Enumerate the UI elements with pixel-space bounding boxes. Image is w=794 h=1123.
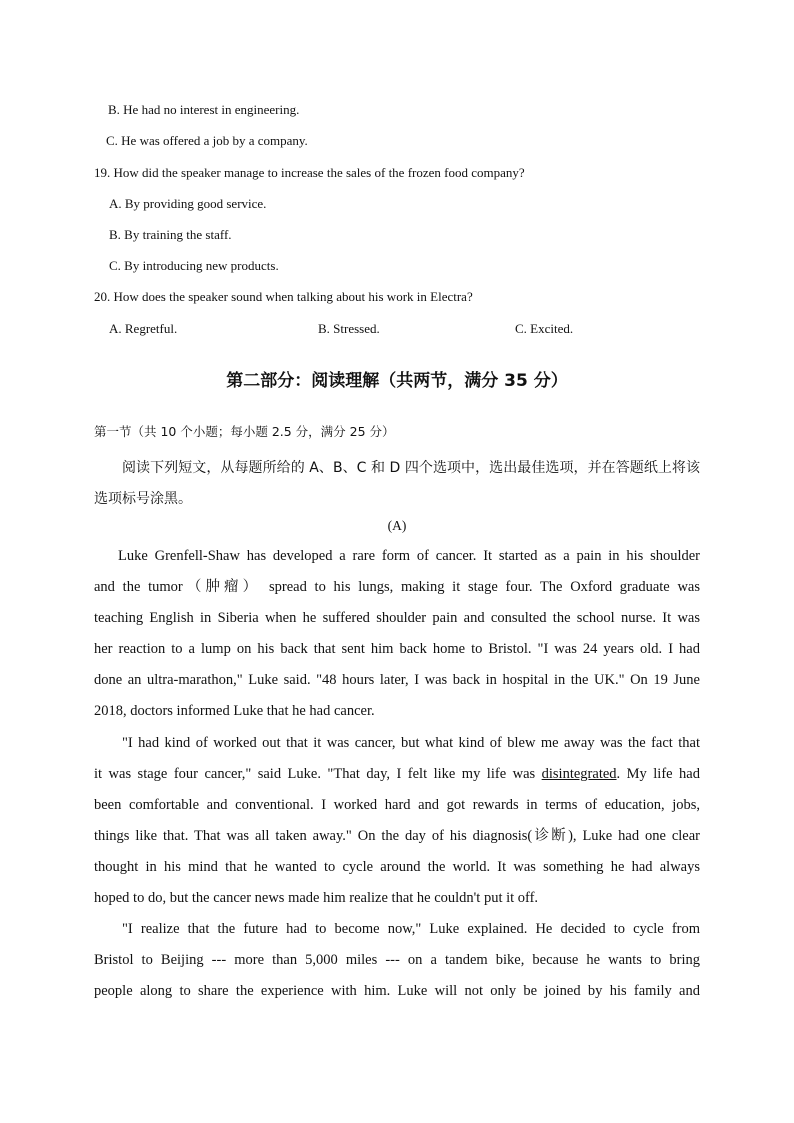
paragraph-1-line: her reaction to a lump on his back that sent him back home to Bristol. "I was 24 years old. I had bbox=[94, 641, 700, 658]
q19-question: 19. How did the speaker manage to increase the sales of the frozen food company? bbox=[94, 165, 525, 180]
reading-part-title: 第二部分：阅读理解（共两节，满分 35 分） bbox=[226, 371, 568, 391]
paragraph-2-line: "I had kind of worked out that it was cancer, but what kind of blew me away was the fact that bbox=[122, 734, 700, 751]
paragraph-3-line: Bristol to Beijing --- more than 5,000 miles --- on a tandem bike, because he wants to bring bbox=[94, 952, 700, 969]
paragraph-1-line: and the tumor（肿瘤） spread to his lungs, making it stage four. The Oxford graduate was bbox=[94, 579, 700, 596]
underlined-word-disintegrated: disintegrated bbox=[541, 765, 617, 782]
q19-option-c: C. By introducing new products. bbox=[109, 258, 279, 273]
q18-option-b: B. He had no interest in engineering. bbox=[108, 102, 300, 117]
reading-section-title: 第一节（共 10 个小题；每小题 2.5 分，满分 25 分） bbox=[94, 424, 395, 439]
q18-option-c: C. He was offered a job by a company. bbox=[106, 133, 308, 148]
q19-option-b: B. By training the staff. bbox=[109, 227, 232, 242]
paragraph-2-line: thought in his mind that he wanted to cycle around the world. It was something he had always bbox=[94, 858, 700, 875]
q20-option-b: B. Stressed. bbox=[318, 321, 380, 336]
paragraph-2 bbox=[94, 728, 700, 915]
paragraph-2-text: . My life had bbox=[616, 765, 700, 782]
q20-question: 20. How does the speaker sound when talking about his work in Electra? bbox=[94, 289, 473, 304]
paragraph-1-line: done an ultra-marathon," Luke said. "48 hours later, I was back in hospital in the UK." On 19 June bbox=[94, 672, 700, 689]
reading-instruction: 阅读下列短文，从每题所给的 A、B、C 和 D 四个选项中，选出最佳选项，并在答题纸上将该选项标号涂黑。 bbox=[94, 460, 700, 507]
paragraph-3-line: people along to share the experience with him. Luke will not only be joined by his family and bbox=[94, 983, 700, 1000]
paragraph-1 bbox=[94, 541, 700, 728]
paragraph-1-line: teaching English in Siberia when he suffered shoulder pain and consulted the school nurse. It was bbox=[94, 610, 700, 627]
q19-option-a: A. By providing good service. bbox=[109, 196, 267, 211]
paragraph-2-line: things like that. That was all taken away." On the day of his diagnosis(诊断), Luke had one clear bbox=[94, 827, 700, 844]
paragraph-2-line bbox=[94, 759, 700, 790]
passage-a bbox=[94, 541, 700, 1007]
paragraph-3 bbox=[94, 914, 700, 1007]
paragraph-1-line: Luke Grenfell-Shaw has developed a rare form of cancer. It started as a pain in his shoulder bbox=[118, 548, 700, 564]
paragraph-2-text: it was stage four cancer," said Luke. "That day, I felt like my life was bbox=[94, 765, 542, 782]
paragraph-2-line: been comfortable and conventional. I worked hard and got rewards in terms of education, jobs, bbox=[94, 796, 700, 813]
paragraph-2-line: hoped to do, but the cancer news made him realize that he couldn't put it off. bbox=[94, 890, 539, 907]
passage-label: (A) bbox=[387, 518, 407, 533]
paragraph-3-line: "I realize that the future had to become now," Luke explained. He decided to cycle from bbox=[122, 921, 700, 938]
q20-option-a: A. Regretful. bbox=[109, 321, 178, 336]
q20-option-c: C. Excited. bbox=[515, 321, 574, 336]
paragraph-1-line: 2018, doctors informed Luke that he had cancer. bbox=[94, 703, 375, 720]
